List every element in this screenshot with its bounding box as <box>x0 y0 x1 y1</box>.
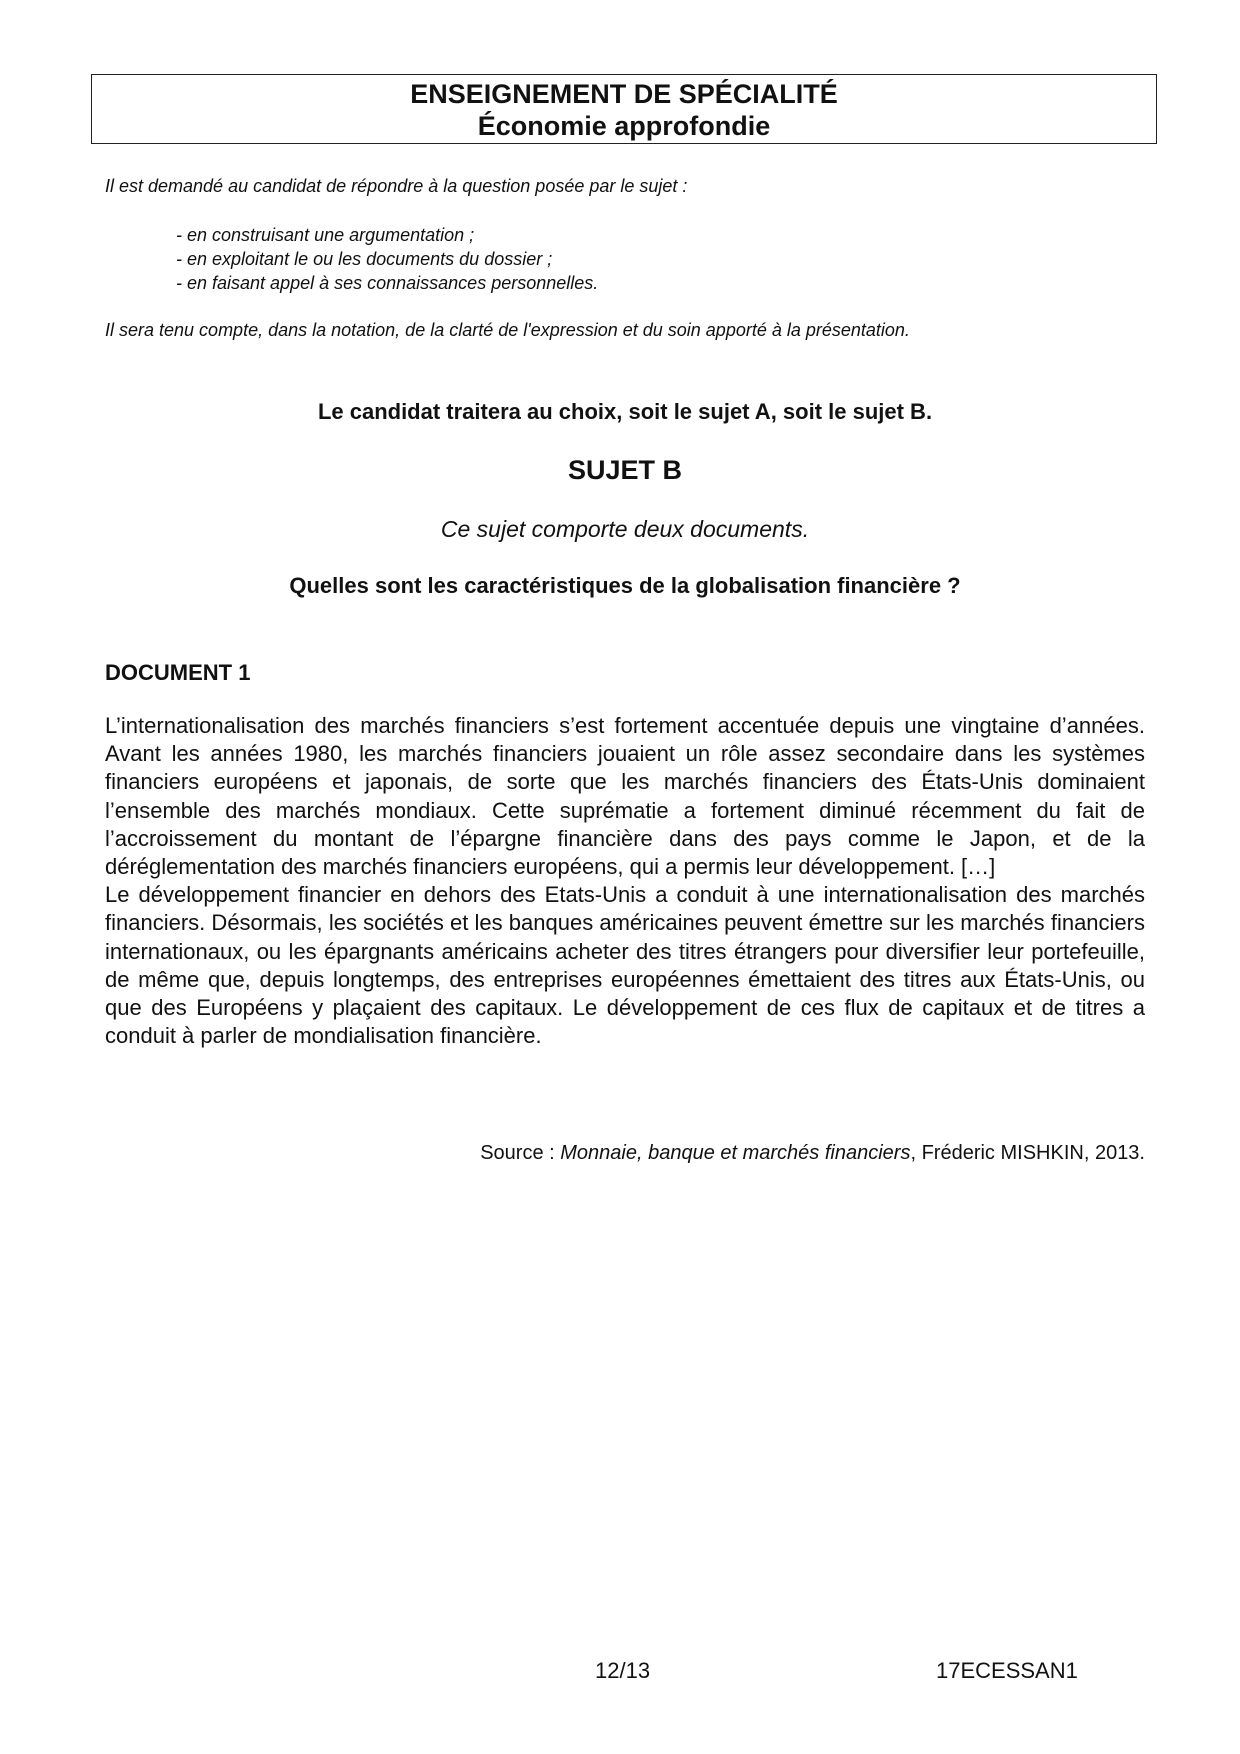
instructions-item: - en faisant appel à ses connaissances personnelles. <box>176 273 599 293</box>
document-paragraph: L’internationalisation des marchés financiers s’est fortement accentuée depuis une vingtaine d’années. Avant les années 1980, les marchés financiers jouaient un rôle assez secondaire dans les systèmes financiers européens et japonais, de sorte que les marchés financiers des États-Unis dominaient l’ensemble des marchés mondiaux. Cette suprématie a fortement diminué récemment du fait de l’accroissement du montant de l’épargne financière dans des pays comme le Japon, et de la déréglementation des marchés financiers européens, qui a permis leur développement. […] <box>105 713 1145 880</box>
page-number: 12/13 <box>595 1658 651 1683</box>
choice-instruction: Le candidat traitera au choix, soit le sujet A, soit le sujet B. <box>317 399 933 424</box>
instructions-item: - en construisant une argumentation ; <box>176 225 475 245</box>
header-title: ENSEIGNEMENT DE SPÉCIALITÉ <box>410 79 838 109</box>
sujet-question: Quelles sont les caractéristiques de la globalisation financière ? <box>289 573 961 598</box>
source-prefix: Source : <box>480 1142 561 1164</box>
document-title: DOCUMENT 1 <box>105 660 251 685</box>
document-code: 17ECESSAN1 <box>936 1658 1078 1683</box>
document-paragraph: Le développement financier en dehors des Etats-Unis a conduit à une internationalisation des marchés financiers. Désormais, les sociétés et les banques américaines peuvent émettre sur les marchés financiers internationaux, ou les épargnants américains acheter des titres étrangers pour diversifier leur portefeuille, de même que, depuis longtemps, des entreprises européennes émettaient des titres aux États-Unis, ou que des Européens y plaçaient des capitaux. Le développement de ces flux de capitaux et de titres a conduit à parler de mondialisation financière. <box>105 882 1145 1049</box>
sujet-title: SUJET B <box>567 455 683 485</box>
sujet-description: Ce sujet comporte deux documents. <box>440 516 810 542</box>
header-box <box>91 74 1157 144</box>
document-source <box>105 1140 1145 1166</box>
source-suffix: , Fréderic MISHKIN, 2013. <box>910 1142 1145 1164</box>
notation-note: Il sera tenu compte, dans la notation, de la clarté de l'expression et du soin apporté à la présentation. <box>105 320 910 340</box>
document-body <box>105 712 1145 1050</box>
instructions-intro: Il est demandé au candidat de répondre à la question posée par le sujet : <box>105 176 688 196</box>
source-title: Monnaie, banque et marchés financiers <box>560 1142 911 1164</box>
header-subtitle: Économie approfondie <box>477 111 771 141</box>
instructions-list <box>176 223 598 295</box>
instructions-item: - en exploitant le ou les documents du dossier ; <box>176 249 553 269</box>
